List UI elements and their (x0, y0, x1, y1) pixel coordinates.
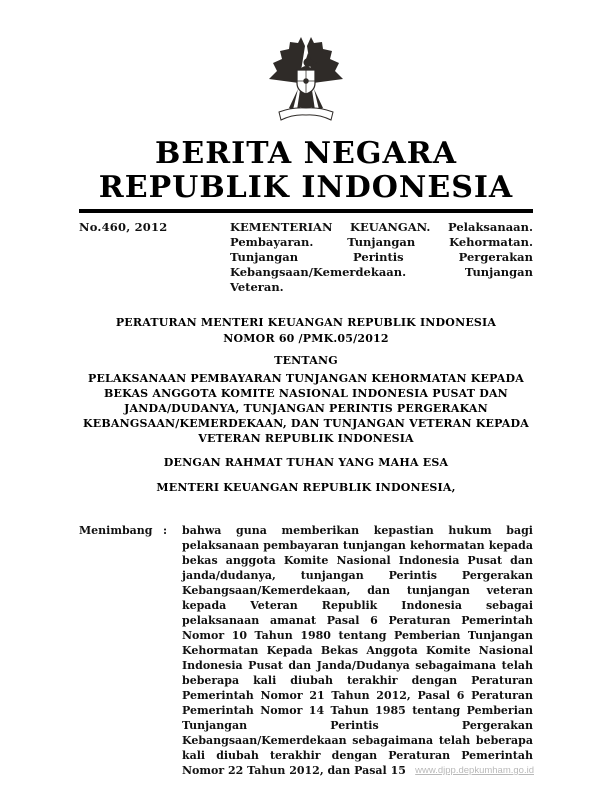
masthead-title-line2: REPUBLIK INDONESIA (98, 170, 514, 205)
minister-line: MENTERI KEUANGAN REPUBLIK INDONESIA, (156, 481, 456, 494)
gazette-number: No.460, 2012 (79, 220, 168, 234)
gazette-subject-abstract: KEMENTERIAN KEUANGAN. Pelaksanaan. Pembayaran. Tunjangan Kehormatan. Tunjangan Perintis Pergerakan Kebangsaan/Kemerdekaan. Tunjangan Veteran. (230, 220, 533, 294)
regulation-subject-title: PELAKSANAAN PEMBAYARAN TUNJANGAN KEHORMATAN KEPADA BEKAS ANGGOTA KOMITE NASIONAL INDONESIA PUSAT DAN JANDA/DUDANYA, TUNJANGAN PERINTIS PERGERAKAN KEBANGSAAN/KEMERDEKAAN, DAN TUNJANGAN VETERAN KEPADA VETERAN REPUBLIK INDONESIA (83, 372, 529, 445)
considering-clause (79, 523, 533, 778)
tentang-label: TENTANG (274, 354, 338, 367)
considering-text: bahwa guna memberikan kepastian hukum bagi pelaksanaan pembayaran tunjangan kehormatan kepada bekas anggota Komite Nasional Indonesia Pusat dan janda/dudanya, tunjangan Perintis Pergerakan Kebangsaan/Kemerdekaan, dan tunjangan veteran kepada Veteran Republik Indonesia sebagai pelaksanaan amanat Pasal 6 Peraturan Pemerintah Nomor 10 Tahun 1980 tentang Pemberian Tunjangan Kehormatan Kepada Bekas Anggota Komite Nasional Indonesia Pusat dan Janda/Dudanya sebagaimana telah beberapa kali diubah terakhir dengan Peraturan Pemerintah Nomor 21 Tahun 2012, Pasal 6 Peraturan Pemerintah Nomor 14 Tahun 1985 tentang Pemberian Tunjangan Perintis Pergerakan Kebangsaan/Kemerdekaan sebagaimana telah beberapa kali diubah terakhir dengan Peraturan Pemerintah Nomor 22 Tahun 2012, dan Pasal 15 (182, 524, 533, 777)
grace-line: DENGAN RAHMAT TUHAN YANG MAHA ESA (163, 456, 449, 469)
masthead-title-line1: BERITA NEGARA (155, 136, 457, 171)
masthead-rule (79, 209, 533, 213)
regulation-heading-block (79, 315, 533, 496)
regulation-title: PERATURAN MENTERI KEUANGAN REPUBLIK INDONESIA (115, 316, 497, 329)
masthead-title (79, 137, 533, 205)
djpp-watermark: www.djpp.depkumham.go.id (415, 765, 534, 776)
considering-label: Menimbang (79, 524, 153, 537)
garuda-emblem-icon (79, 34, 533, 133)
considering-separator: : (163, 524, 168, 537)
gazette-header-row (79, 220, 533, 295)
regulation-number: NOMOR 60 /PMK.05/2012 (223, 332, 389, 345)
